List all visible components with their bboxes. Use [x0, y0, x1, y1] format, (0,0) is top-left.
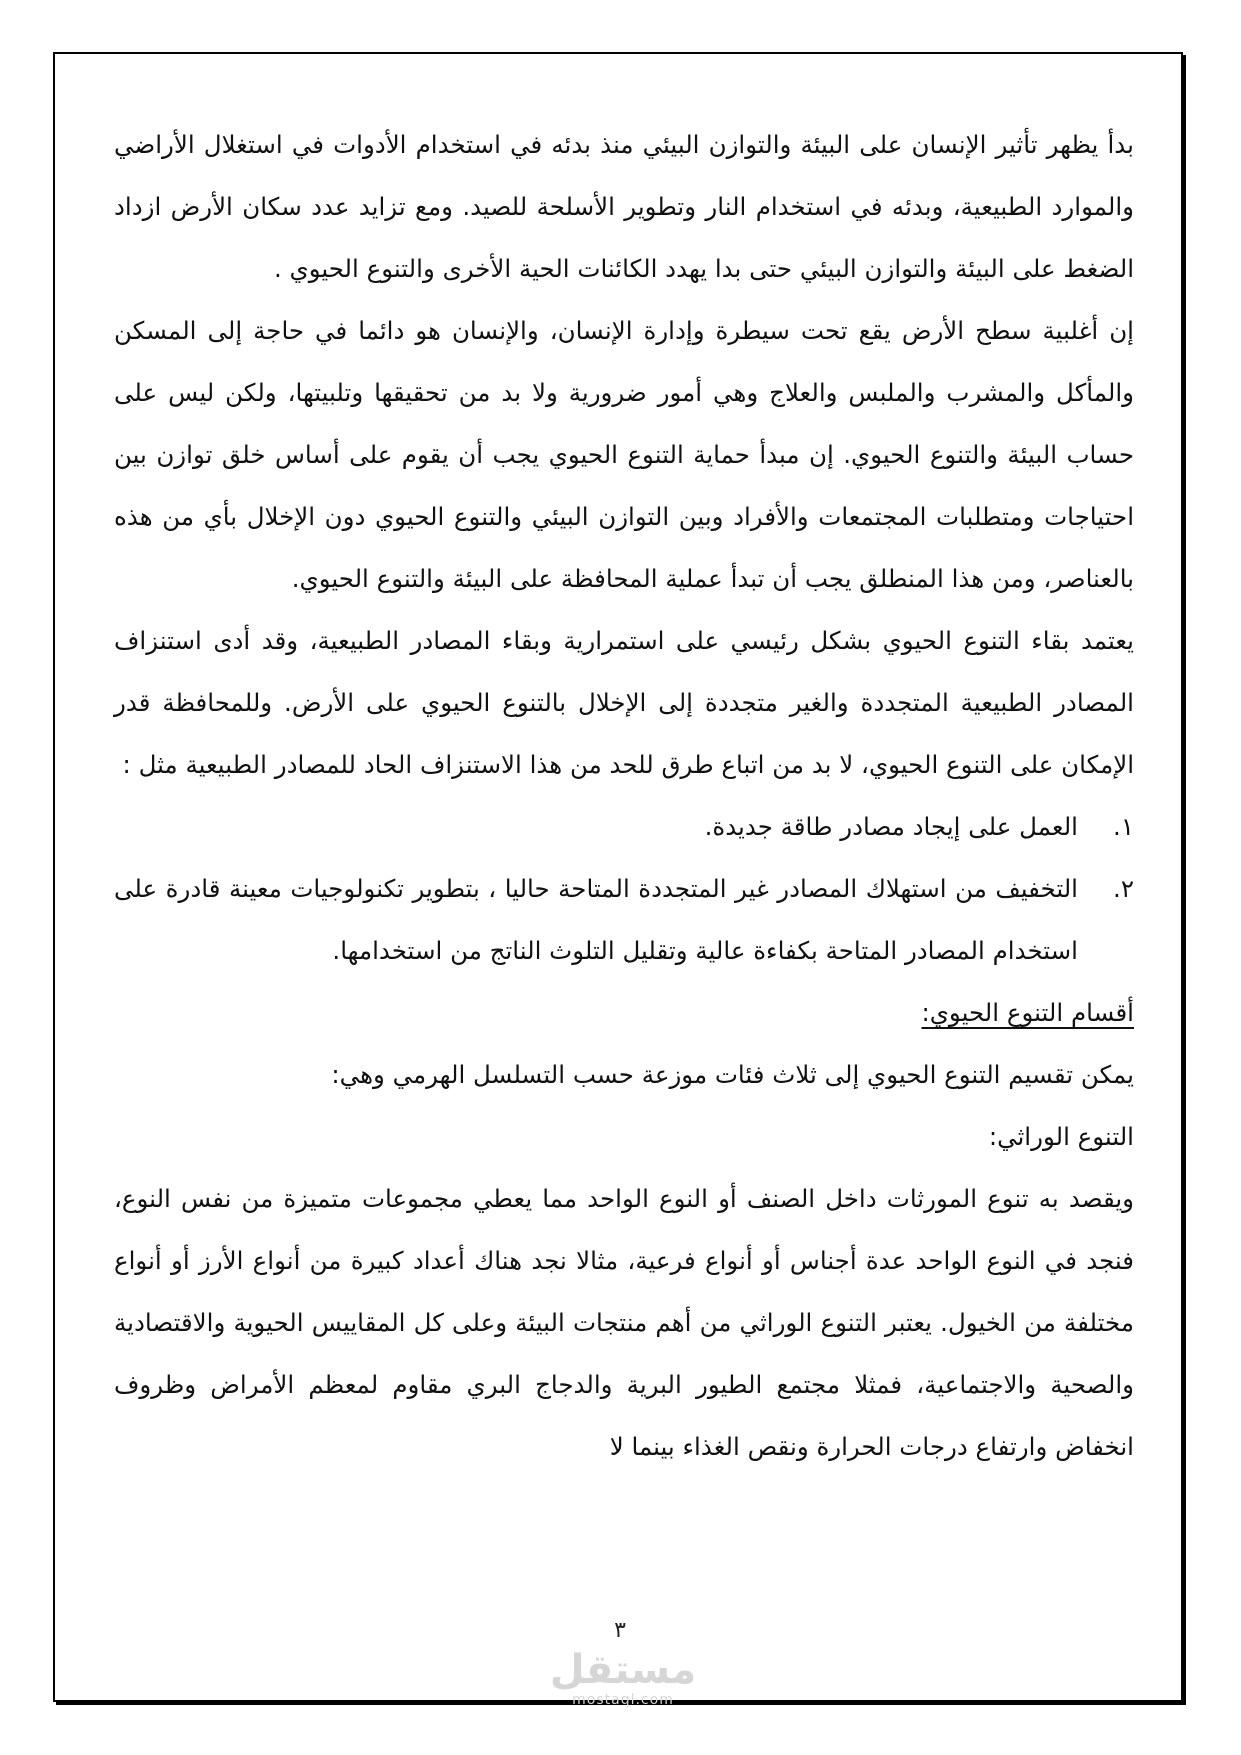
paragraph-human-impact: بدأ يظهر تأثير الإنسان على البيئة والتوازن البيئي منذ بدئه في استخدام الأدوات في استغلال الأراضي والموارد الطبيعية، وبدئه في استخدام النار وتطوير الأسلحة للصيد. ومع تزايد عدد سكان الأرض ازداد الضغط على البيئة والتوازن البيئي حتى بدا يهدد الكائنات الحية الأخرى والتنوع الحيوي . — [114, 130, 1134, 283]
section-subheading: التنوع الوراثي: — [988, 1122, 1134, 1151]
paragraph-land-management: إن أغلبية سطح الأرض يقع تحت سيطرة وإدارة الإنسان، والإنسان هو دائما في حاجة إلى المسكن والمأكل والمشرب والملبس والعلاج وهي أمور ضرورية ولا بد من تحقيقها وتلبيتها، ولكن ليس على حساب البيئة والتنوع الحيوي. إن مبدأ حماية التنوع الحيوي يجب أن يقوم على أساس خلق توازن بين احتياجات ومتطلبات المجتمعات والأفراد وبين التوازن البيئي والتنوع الحيوي دون الإخلال بأي من هذه بالعناصر، ومن هذا المنطلق يجب أن تبدأ عملية المحافظة على البيئة والتنوع الحيوي. — [114, 316, 1134, 593]
paragraph-natural-resources: يعتمد بقاء التنوع الحيوي بشكل رئيسي على استمرارية وبقاء المصادر الطبيعية، وقد أدى استنزاف المصادر الطبيعية المتجددة والغير متجددة إلى الإخلال بالتنوع الحيوي على الأرض. وللمحافظة قدر الإمكان على التنوع الحيوي، لا بد من اتباع طرق للحد من هذا الاستنزاف الحاد للمصادر الطبيعية مثل : — [114, 626, 1134, 779]
list-item-text: التخفيف من استهلاك المصادر غير المتجددة المتاحة حاليا ، بتطوير تكنولوجيات معينة قادرة على استخدام المصادر المتاحة بكفاءة عالية وتقليل التلوث الناتج من استخدامها. — [114, 874, 1078, 965]
section-heading — [114, 982, 1134, 1044]
list-item-number: ١. — [1113, 812, 1134, 841]
section-heading-text: أقسام التنوع الحيوي: — [921, 998, 1134, 1027]
list-item-text: العمل على إيجاد مصادر طاقة جديدة. — [704, 812, 1078, 841]
document-body — [114, 114, 1134, 1478]
watermark-logo-url: mostaql.com — [572, 1692, 674, 1708]
list-item — [114, 858, 1134, 982]
section-body: ويقصد به تنوع المورثات داخل الصنف أو النوع الواحد مما يعطي مجموعات متميزة من نفس النوع، فنجد في النوع الواحد عدة أجناس أو أنواع فرعية، مثالا نجد هناك أعداد كبيرة من أنواع الأرز أو أنواع مختلفة من الخيول. يعتبر التنوع الوراثي من أهم منتجات البيئة وعلى كل المقاييس الحيوية والاقتصادية والصحية والاجتماعية، فمثلا مجتمع الطيور البرية والدجاج البري مقاوم لمعظم الأمراض وظروف انخفاض وارتفاع درجات الحرارة ونقص الغذاء بينما لا — [114, 1184, 1134, 1461]
page-number: ٣ — [614, 1618, 626, 1643]
list-item — [114, 796, 1134, 858]
section-intro: يمكن تقسيم التنوع الحيوي إلى ثلاث فئات موزعة حسب التسلسل الهرمي وهي: — [331, 1060, 1134, 1089]
list-item-number: ٢. — [1113, 874, 1134, 903]
watermark-logo-text: مستقل — [549, 1647, 697, 1693]
